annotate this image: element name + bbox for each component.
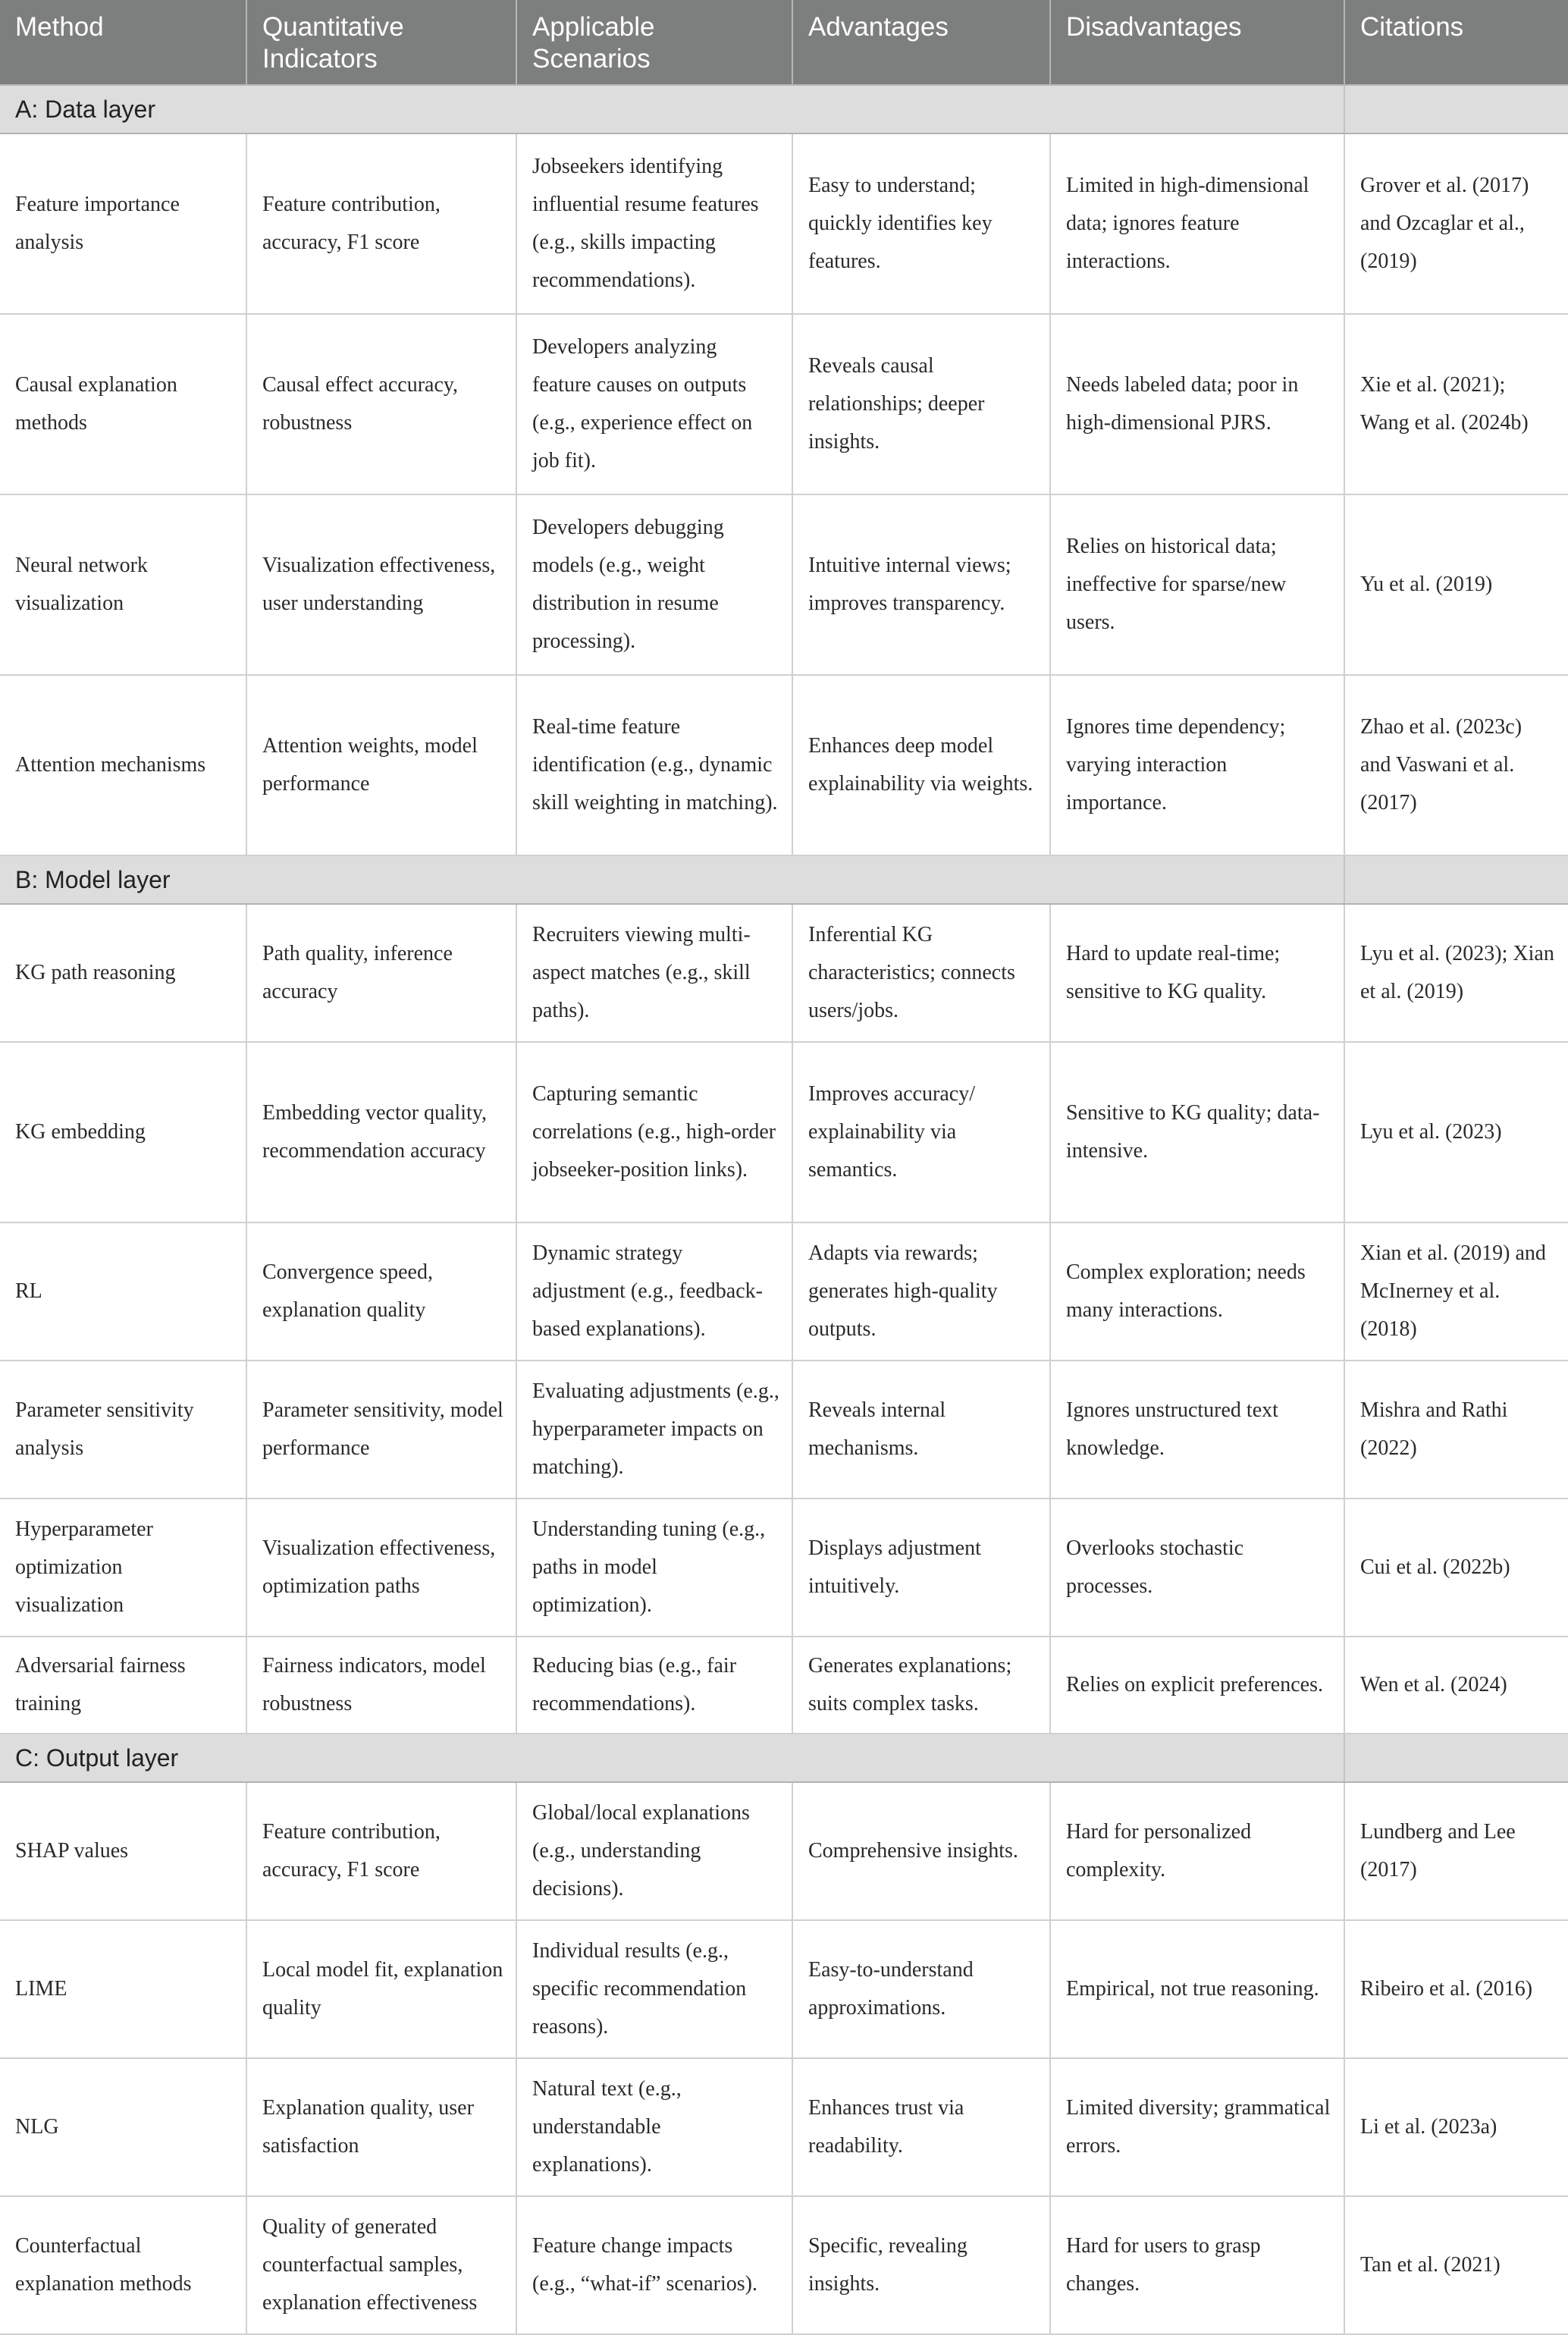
table-row xyxy=(0,1920,1568,2058)
cell-disadvantages: Hard for users to grasp changes. xyxy=(1050,2196,1344,2334)
cell-advantages: Comprehensive insights. xyxy=(792,1782,1050,1920)
cell-disadvantages: Limited diversity; grammatical errors. xyxy=(1050,2058,1344,2196)
table-row xyxy=(0,1361,1568,1499)
cell-indicators: Visualization effectiveness, user understanding xyxy=(246,494,516,675)
cell-disadvantages: Relies on explicit preferences. xyxy=(1050,1637,1344,1734)
cell-method: RL xyxy=(0,1222,246,1361)
cell-advantages: Adapts via rewards; generates high-quality outputs. xyxy=(792,1222,1050,1361)
table-row xyxy=(0,1637,1568,1734)
cell-indicators: Parameter sensitivity, model performance xyxy=(246,1361,516,1499)
cell-method: Hyperparameter optimization visualization xyxy=(0,1499,246,1637)
cell-citations[interactable]: Xie et al. (2021); Wang et al. (2024b) xyxy=(1344,314,1568,494)
cell-advantages: Enhances trust via readability. xyxy=(792,2058,1050,2196)
cell-disadvantages: Overlooks stochastic processes. xyxy=(1050,1499,1344,1637)
cell-advantages: Specific, revealing insights. xyxy=(792,2196,1050,2334)
table-row xyxy=(0,494,1568,675)
cell-scenarios: Evaluating adjustments (e.g., hyperparameter impacts on matching). xyxy=(516,1361,792,1499)
cell-disadvantages: Needs labeled data; poor in high-dimensional PJRS. xyxy=(1050,314,1344,494)
cell-indicators: Causal effect accuracy, robustness xyxy=(246,314,516,494)
cell-disadvantages: Limited in high-dimensional data; ignores feature interactions. xyxy=(1050,133,1344,314)
cell-citations[interactable]: Lyu et al. (2023) xyxy=(1344,1042,1568,1222)
table-row xyxy=(0,2196,1568,2334)
cell-disadvantages: Complex exploration; needs many interactions. xyxy=(1050,1222,1344,1361)
cell-indicators: Fairness indicators, model robustness xyxy=(246,1637,516,1734)
cell-indicators: Path quality, inference accuracy xyxy=(246,904,516,1042)
cell-citations[interactable]: Lundberg and Lee (2017) xyxy=(1344,1782,1568,1920)
table-row xyxy=(0,133,1568,314)
section-row xyxy=(0,855,1568,904)
cell-disadvantages: Ignores unstructured text knowledge. xyxy=(1050,1361,1344,1499)
cell-citations[interactable]: Wen et al. (2024) xyxy=(1344,1637,1568,1734)
table-row xyxy=(0,1042,1568,1222)
cell-advantages: Intuitive internal views; improves transparency. xyxy=(792,494,1050,675)
cell-method: Neural network visualization xyxy=(0,494,246,675)
header-indicators: Quantitative Indicators xyxy=(246,0,516,85)
cell-citations[interactable]: Li et al. (2023a) xyxy=(1344,2058,1568,2196)
header-disadvantages: Disadvantages xyxy=(1050,0,1344,85)
cell-citations[interactable]: Grover et al. (2017) and Ozcaglar et al., (2019) xyxy=(1344,133,1568,314)
cell-disadvantages: Hard to update real-time; sensitive to KG quality. xyxy=(1050,904,1344,1042)
cell-indicators: Explanation quality, user satisfaction xyxy=(246,2058,516,2196)
cell-advantages: Reveals internal mechanisms. xyxy=(792,1361,1050,1499)
cell-scenarios: Real-time feature identification (e.g., dynamic skill weighting in matching). xyxy=(516,675,792,855)
cell-scenarios: Jobseekers identifying influential resume features (e.g., skills impacting recommendations). xyxy=(516,133,792,314)
cell-indicators: Local model fit, explanation quality xyxy=(246,1920,516,2058)
cell-scenarios: Recruiters viewing multi-aspect matches (e.g., skill paths). xyxy=(516,904,792,1042)
cell-disadvantages: Empirical, not true reasoning. xyxy=(1050,1920,1344,2058)
cell-advantages: Easy-to-understand approximations. xyxy=(792,1920,1050,2058)
cell-scenarios: Feature change impacts (e.g., “what-if” scenarios). xyxy=(516,2196,792,2334)
cell-indicators: Embedding vector quality, recommendation accuracy xyxy=(246,1042,516,1222)
cell-disadvantages: Hard for personalized complexity. xyxy=(1050,1782,1344,1920)
cell-citations[interactable]: Tan et al. (2021) xyxy=(1344,2196,1568,2334)
table-row xyxy=(0,314,1568,494)
table-row xyxy=(0,1499,1568,1637)
table-body xyxy=(0,85,1568,2334)
cell-disadvantages: Relies on historical data; ineffective for sparse/new users. xyxy=(1050,494,1344,675)
cell-method: Attention mechanisms xyxy=(0,675,246,855)
header-advantages: Advantages xyxy=(792,0,1050,85)
table-row xyxy=(0,2058,1568,2196)
cell-advantages: Improves accuracy/ explainability via semantics. xyxy=(792,1042,1050,1222)
cell-indicators: Quality of generated counterfactual samples, explanation effectiveness xyxy=(246,2196,516,2334)
cell-advantages: Easy to understand; quickly identifies key features. xyxy=(792,133,1050,314)
cell-indicators: Feature contribution, accuracy, F1 score xyxy=(246,133,516,314)
table-header xyxy=(0,0,1568,85)
section-title: A: Data layer xyxy=(0,85,1344,133)
header-citations: Citations xyxy=(1344,0,1568,85)
section-row xyxy=(0,1734,1568,1782)
cell-citations[interactable]: Ribeiro et al. (2016) xyxy=(1344,1920,1568,2058)
table-row xyxy=(0,1222,1568,1361)
cell-citations[interactable]: Zhao et al. (2023c) and Vaswani et al. (2017) xyxy=(1344,675,1568,855)
cell-citations[interactable]: Cui et al. (2022b) xyxy=(1344,1499,1568,1637)
cell-method: NLG xyxy=(0,2058,246,2196)
cell-method: KG path reasoning xyxy=(0,904,246,1042)
table-row xyxy=(0,1782,1568,1920)
cell-method: Counterfactual explanation methods xyxy=(0,2196,246,2334)
cell-scenarios: Natural text (e.g., understandable explanations). xyxy=(516,2058,792,2196)
cell-method: Causal explanation methods xyxy=(0,314,246,494)
cell-method: SHAP values xyxy=(0,1782,246,1920)
cell-scenarios: Individual results (e.g., specific recommendation reasons). xyxy=(516,1920,792,2058)
cell-citations[interactable]: Xian et al. (2019) and McInerney et al. (2018) xyxy=(1344,1222,1568,1361)
section-spacer xyxy=(1344,1734,1568,1782)
section-title: B: Model layer xyxy=(0,855,1344,904)
cell-citations[interactable]: Mishra and Rathi (2022) xyxy=(1344,1361,1568,1499)
cell-disadvantages: Ignores time dependency; varying interaction importance. xyxy=(1050,675,1344,855)
cell-method: KG embedding xyxy=(0,1042,246,1222)
header-row xyxy=(0,0,1568,85)
cell-method: Feature importance analysis xyxy=(0,133,246,314)
cell-indicators: Attention weights, model performance xyxy=(246,675,516,855)
cell-indicators: Convergence speed, explanation quality xyxy=(246,1222,516,1361)
cell-scenarios: Reducing bias (e.g., fair recommendations). xyxy=(516,1637,792,1734)
cell-method: Adversarial fairness training xyxy=(0,1637,246,1734)
cell-advantages: Generates explanations; suits complex tasks. xyxy=(792,1637,1050,1734)
cell-method: Parameter sensitivity analysis xyxy=(0,1361,246,1499)
cell-scenarios: Understanding tuning (e.g., paths in model optimization). xyxy=(516,1499,792,1637)
cell-scenarios: Developers debugging models (e.g., weight distribution in resume processing). xyxy=(516,494,792,675)
table-row xyxy=(0,904,1568,1042)
cell-indicators: Feature contribution, accuracy, F1 score xyxy=(246,1782,516,1920)
header-method: Method xyxy=(0,0,246,85)
header-scenarios: Applicable Scenarios xyxy=(516,0,792,85)
cell-disadvantages: Sensitive to KG quality; data-intensive. xyxy=(1050,1042,1344,1222)
cell-citations[interactable]: Lyu et al. (2023); Xian et al. (2019) xyxy=(1344,904,1568,1042)
section-title: C: Output layer xyxy=(0,1734,1344,1782)
section-row xyxy=(0,85,1568,133)
cell-indicators: Visualization effectiveness, optimization paths xyxy=(246,1499,516,1637)
section-spacer xyxy=(1344,85,1568,133)
cell-advantages: Displays adjustment intuitively. xyxy=(792,1499,1050,1637)
table-row xyxy=(0,675,1568,855)
cell-advantages: Reveals causal relationships; deeper insights. xyxy=(792,314,1050,494)
cell-advantages: Enhances deep model explainability via weights. xyxy=(792,675,1050,855)
cell-scenarios: Dynamic strategy adjustment (e.g., feedback-based explanations). xyxy=(516,1222,792,1361)
section-spacer xyxy=(1344,855,1568,904)
cell-scenarios: Global/local explanations (e.g., understanding decisions). xyxy=(516,1782,792,1920)
cell-method: LIME xyxy=(0,1920,246,2058)
cell-scenarios: Developers analyzing feature causes on outputs (e.g., experience effect on job fit). xyxy=(516,314,792,494)
cell-advantages: Inferential KG characteristics; connects users/jobs. xyxy=(792,904,1050,1042)
cell-scenarios: Capturing semantic correlations (e.g., high-order jobseeker-position links). xyxy=(516,1042,792,1222)
cell-citations[interactable]: Yu et al. (2019) xyxy=(1344,494,1568,675)
